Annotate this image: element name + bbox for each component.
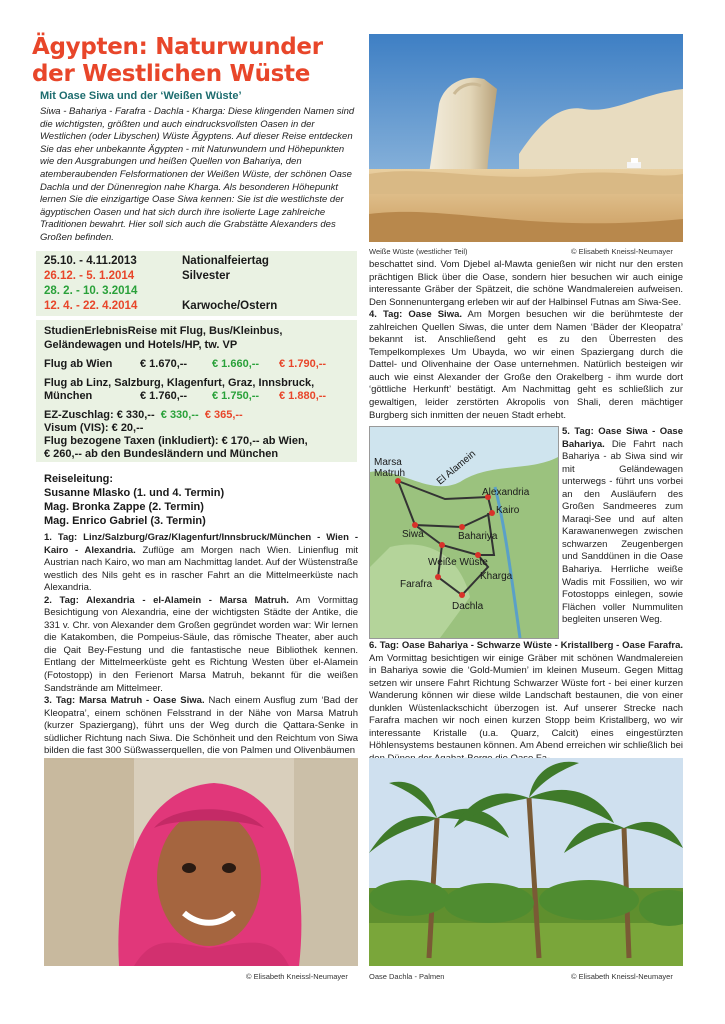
girl-portrait-image <box>44 758 358 966</box>
ez-label: EZ-Zuschlag: € 330,-- <box>44 409 155 421</box>
others-label: München <box>44 390 93 402</box>
white-desert-photo <box>369 34 683 242</box>
map-label-marsa: Marsa <box>374 457 402 468</box>
taxes-1: Flug bezogene Taxen (inkludiert): € 170,-- ab Wien, <box>44 435 308 447</box>
page-title <box>32 34 362 88</box>
day-text: Nach einem Ausflug zum ‘Bad der Kleopatra’, einem schönen Felsstrand in der Nähe von Marsa Matruh (kurzer Spaziergang), führt uns der Weg durch die Qattara-Senke in südlicher Richtung nach Siwa. Die Schönheit und den Reichtum von Siwa bilden die fast 300 Süßwasserquellen, die von Palmen und Olivenbäumen <box>44 695 358 757</box>
itinerary-day <box>44 695 358 758</box>
vienna-label: Flug ab Wien <box>44 358 113 370</box>
price-box <box>36 320 357 462</box>
map-label: Alexandria <box>482 487 530 498</box>
price: € 1.750,-- <box>212 390 260 402</box>
visum: Visum (VIS): € 20,-- <box>44 422 144 434</box>
photo-credit: © Elisabeth Kneissl-Neumayer <box>571 247 673 256</box>
itinerary-left <box>44 532 358 758</box>
itinerary-day <box>44 532 358 595</box>
title-line-2: der Westlichen Wüste <box>32 61 311 87</box>
day-heading: 6. Tag: Oase Bahariya - Schwarze Wüste - Kristallberg - Oase Farafra. <box>369 640 683 651</box>
day-heading: 1. Tag: Linz/Salzburg/Graz/Klagenfurt/Innsbruck/München - Wien - Kairo - Alexandria. <box>44 532 358 556</box>
day-heading: 3. Tag: Marsa Matruh - Oase Siwa. <box>44 695 205 707</box>
map-label: Bahariya <box>458 531 498 542</box>
day-heading: 4. Tag: Oase Siwa. <box>369 309 463 321</box>
photo-caption: Oase Dachla - Palmen <box>369 972 445 981</box>
palms-image <box>369 758 683 966</box>
map-label: Dachla <box>452 601 484 612</box>
price: € 1.880,-- <box>279 390 327 402</box>
photo-credit: © Elisabeth Kneissl-Neumayer <box>571 972 673 981</box>
route-map-image <box>370 427 558 638</box>
leader: Susanne Mlasko (1. und 4. Termin) <box>44 487 225 499</box>
itinerary-day-6 <box>369 640 683 765</box>
map-label: Kairo <box>496 505 520 516</box>
photo-caption: Weiße Wüste (westlicher Teil) <box>369 247 468 256</box>
date-range: 28. 2. - 10. 3.2014 <box>44 285 138 297</box>
day-text: Am Vormittag besichtigen wir einige Gräber mit schönen Wandmalereien in Bahariya sowie die ‘Gold-Mumien’ im kleinen Museum. Gegen Mittag setzen wir unsere Fahrt Richtung Schwarzer Wüste fort - bei einer kurzen Wanderung können wir diese wilde Landschaft bestaunen, die von einer dunklen Wüstenlackschicht überzogen ist. Auf unserer Strecke nach Farafra machen wir noch einen kurzen Stopp beim Kristallberg, wo wir interessante Kristalle (u.a. Quarz, Calcit) eines eingestürzten Höhlensystems bestaunen können. Am Abend erreichen wir schließlich bei <box>369 652 683 752</box>
day-text: Zuflüge am Morgen nach Wien. Linienflug mit Austrian nach Kairo, wo man am Nachmittag landet. Auf der Wüstenstraße westlich des Nils geht es in rascher Fahrt an die Mittelmeerküste nach Alexandria. <box>44 544 358 594</box>
itinerary-day <box>44 595 358 695</box>
price-heading-2: Geländewagen und Hotels/HP, tw. VP <box>44 339 238 351</box>
date-row <box>44 269 230 283</box>
map-label: Weiße Wüste <box>428 557 488 568</box>
price-row-vienna <box>44 358 326 371</box>
price-row-ez <box>44 409 243 422</box>
map-label-matruh: Matruh <box>374 468 406 479</box>
title-line-1: Ägypten: Naturwunder <box>32 34 323 60</box>
price: € 330,-- <box>160 409 199 421</box>
price: € 365,-- <box>204 409 243 421</box>
girl-portrait-photo <box>44 758 358 966</box>
date-range: 12. 4. - 22. 4.2014 <box>44 300 138 312</box>
date-range: 26.12. - 5. 1.2014 <box>44 270 135 282</box>
date-label: Karwoche/Ostern <box>182 300 278 312</box>
leader: Mag. Bronka Zappe (2. Termin) <box>44 501 204 513</box>
price-heading-1: StudienErlebnisReise mit Flug, Bus/Kleinbus, <box>44 325 283 337</box>
day-heading: 5. Tag: Oase Siwa - Oase Bahariya. <box>562 426 683 450</box>
tour-leaders <box>44 472 224 528</box>
dates-box <box>36 251 357 316</box>
price: € 1.660,-- <box>212 358 260 370</box>
date-row <box>44 284 182 298</box>
itinerary-day-5 <box>562 426 683 627</box>
date-label: Nationalfeiertag <box>182 255 269 267</box>
map-label: El Alamein <box>434 448 479 488</box>
itinerary-right-top <box>369 259 683 422</box>
map-label: Farafra <box>400 579 433 590</box>
white-desert-image <box>369 34 683 242</box>
map-label: Kharga <box>480 571 513 582</box>
day-text: Am Vormittag Besichtigung von Alexandria, eine der wichtigsten Städte der Antike, die 331 v. Chr. von Alexander dem Großen gegründet worden war: Wir lernen die Katakomben, die Pompeius-Säule, das römische Theater, aber auch die Qait Bey-Festung und die fantastische neue Bibliothek kennen. Entlang der Mittelmeerküste geht es Richtung Westen über el-Alamein (Fotostopp) in den Ferienort Marsa Matruh, bekannt für die weißen Sandstrände am Mittelmeer. <box>44 594 359 694</box>
intro-text: Siwa - Bahariya - Farafra - Dachla - Kharga: Diese klingenden Namen sind die wichtigsten, größten und auch eindrucksvollsten Oasen in der Westlichen (oder Libyschen) Wüste Ägyptens. Auf dieser Reise entdecken Sie das eher unbekannte Ägypten - mit Naturwundern und Höhepunkten wie den Ausgrabungen und heißen Quellen von Bahariya, den atemberaubenden Felsformationen der Weißen Wüste, der schönen Oase Dachla und der Dünenregion nahe Kharga. Als besonderen Höhepunkt lernen Sie die einzigartige Oase Siwa kennen: Sie ist die westlichste der ägyptischen Oasen und hat sich durch ihre isolierte Lage zahlreiche Traditionen bewahrt. Hier soll sich auch die Grabstätte Alexanders des Großen befinden. <box>40 106 355 243</box>
day-heading: 2. Tag: Alexandria - el-Alamein - Marsa Matruh. <box>44 594 289 606</box>
photo-credit: © Elisabeth Kneissl-Neumayer <box>246 972 348 981</box>
price-row-others <box>44 390 326 403</box>
date-range: 25.10. - 4.11.2013 <box>44 255 137 267</box>
route-map <box>369 426 559 639</box>
date-row <box>44 299 277 313</box>
date-row <box>44 254 269 268</box>
itinerary-day <box>369 309 683 422</box>
leaders-heading: Reiseleitung: <box>44 473 114 485</box>
subtitle: Mit Oase Siwa und der ‘Weißen Wüste’ <box>40 90 242 102</box>
day-text: Am Morgen besuchen wir die berühmteste der zahlreichen Quellen Siwas, die unter dem Namen ‘Bäder der Kleopatra’ bekannt ist. Anschließend geht es zu den Überresten des Tempelkomplexes Um Ubayda, wo wir einen Spaziergang durch die Dattel- und Olivenhaine der Oase unternehmen. Natürlich besteigen wir auch wie einst Alexander der Große den Orakelberg - ihm wurde dort ‘göttliche Herkunft’ bestätigt. Am Nachmittag geht es schließlich zur gewaltigen, leider zerstörten Akropolis von Shali, deren mächtiger Burgberg sich inmitten der neuen Stadt erhebt. <box>369 309 683 421</box>
price-others-1: Flug ab Linz, Salzburg, Klagenfurt, Graz, Innsbruck, <box>44 377 315 389</box>
price: € 1.790,-- <box>279 358 327 370</box>
palms-photo <box>369 758 683 966</box>
price: € 1.670,-- <box>140 358 188 370</box>
date-label: Silvester <box>182 270 230 282</box>
map-label: Siwa <box>402 529 424 540</box>
leader: Mag. Enrico Gabriel (3. Termin) <box>44 515 206 527</box>
day-text: Die Fahrt nach Bahariya - ab Siwa sind wir mit Geländewagen unterwegs - führt uns vorbei an den Ausläufern des Großen Sandmeeres zum Maraqi-See und auf alten Karawanenwegen zwischen schwarzen Zeugenbergen und Sanddünen in die Oase Bahariya. Herrliche weiße Wadis mit Fossilien, wo wir Fotostopps einlegen, sowie Flächen voller Nummuliten begleiten unseren Weg. <box>562 438 683 626</box>
day-text: beschattet sind. Vom Djebel al-Mawta genießen wir nicht nur den ersten prächtigen Blick über die Oase, sondern hier besuchen wir auch einige interessante Gräber der Spätzeit, die schöne Wandmalereien aufweisen. Den Sonnenuntergang erleben wir auf der Halbinsel Futnas am Siwa-See. <box>369 259 683 308</box>
taxes-2: € 260,-- ab den Bundesländern und München <box>44 448 279 460</box>
price: € 1.760,-- <box>140 390 188 402</box>
